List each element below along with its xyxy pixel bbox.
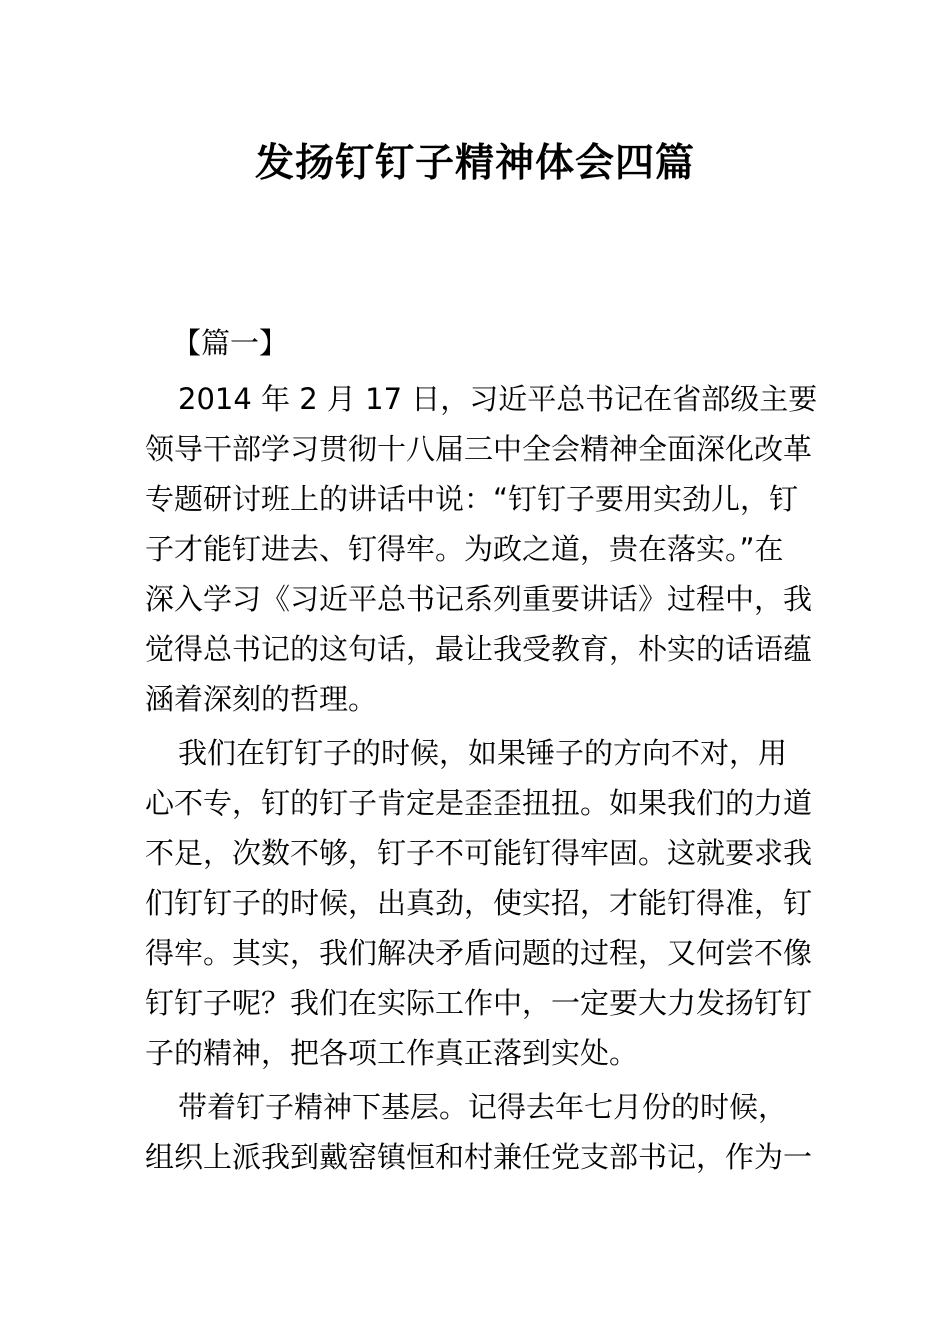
paragraph-line: 钉钉子呢？我们在实际工作中，一定要大力发扬钉钉 <box>145 986 813 1020</box>
paragraph-line: 2014 年 2 月 17 日，习近平总书记在省部级主要 <box>178 382 818 416</box>
paragraph-line: 专题研讨班上的讲话中说：“钉钉子要用实劲儿，钉 <box>145 482 799 516</box>
section-label: 【篇一】 <box>172 326 289 360</box>
paragraph-line: 子才能钉进去、钉得牢。为政之道，贵在落实。”在 <box>145 532 784 566</box>
paragraph-line: 带着钉子精神下基层。记得去年七月份的时候， <box>178 1090 788 1124</box>
paragraph-line: 我们在钉钉子的时候，如果锤子的方向不对，用 <box>178 736 788 770</box>
paragraph-line: 得牢。其实，我们解决矛盾问题的过程，又何尝不像 <box>145 936 813 970</box>
paragraph-line: 深入学习《习近平总书记系列重要讲话》过程中，我 <box>145 582 813 616</box>
paragraph-line: 组织上派我到戴窑镇恒和村兼任党支部书记，作为一 <box>145 1140 813 1174</box>
document-title: 发扬钉钉子精神体会四篇 <box>254 141 695 186</box>
paragraph-line: 领导干部学习贯彻十八届三中全会精神全面深化改革 <box>145 432 813 466</box>
paragraph-line: 们钉钉子的时候，出真劲，使实招，才能钉得准，钉 <box>145 886 813 920</box>
paragraph-line: 涵着深刻的哲理。 <box>145 682 378 716</box>
paragraph-line: 觉得总书记的这句话，最让我受教育，朴实的话语蕴 <box>145 632 813 666</box>
paragraph-line: 不足，次数不够，钉子不可能钉得牢固。这就要求我 <box>145 836 813 870</box>
paragraph-line: 心不专，钉的钉子肯定是歪歪扭扭。如果我们的力道 <box>145 786 813 820</box>
paragraph-line: 子的精神，把各项工作真正落到实处。 <box>145 1036 639 1070</box>
